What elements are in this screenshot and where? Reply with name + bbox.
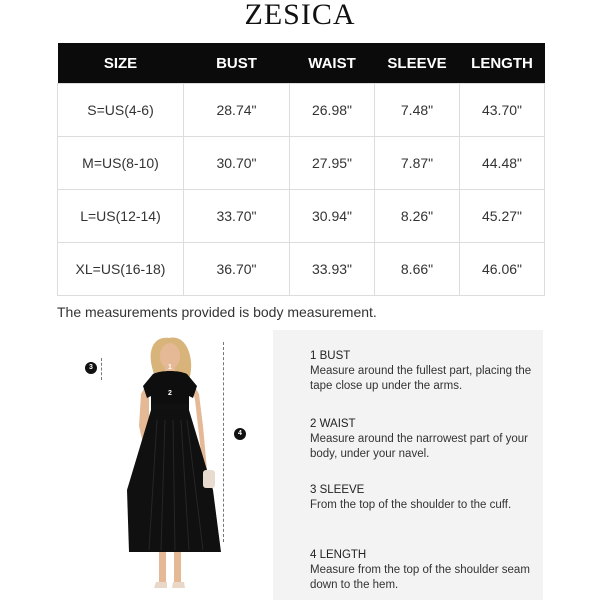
cell-length: 46.06" — [460, 243, 545, 296]
instruction-text: Measure around the fullest part, placing the tape close up under the arms. — [310, 365, 532, 392]
instruction-text: Measure from the top of the shoulder seam down to the hem. — [310, 564, 530, 591]
length-measure-line — [223, 342, 224, 542]
cell-bust: 30.70" — [184, 137, 290, 190]
instruction-title: 3 SLEEVE — [310, 484, 365, 496]
measurement-note: The measurements provided is body measurement. — [57, 304, 377, 320]
instruction-length — [310, 548, 535, 593]
cell-length: 43.70" — [460, 84, 545, 137]
bust-marker: 1 — [168, 364, 172, 371]
table-row — [58, 84, 545, 137]
cell-size: L=US(12-14) — [58, 190, 184, 243]
instruction-title: 1 BUST — [310, 350, 351, 362]
length-marker: 4 — [234, 428, 246, 440]
cell-waist: 33.93" — [290, 243, 375, 296]
model-photo-panel — [57, 330, 273, 600]
table-row — [58, 190, 545, 243]
header-sleeve: SLEEVE — [375, 43, 460, 84]
cell-sleeve: 8.26" — [375, 190, 460, 243]
cell-size: XL=US(16-18) — [58, 243, 184, 296]
cell-sleeve: 8.66" — [375, 243, 460, 296]
cell-bust: 36.70" — [184, 243, 290, 296]
cell-sleeve: 7.48" — [375, 84, 460, 137]
table-row — [58, 243, 545, 296]
header-size: SIZE — [58, 43, 184, 84]
brand-logo: ZESICA — [244, 0, 356, 31]
instruction-title: 4 LENGTH — [310, 549, 367, 561]
instruction-text: From the top of the shoulder to the cuff. — [310, 499, 512, 511]
instruction-bust — [310, 349, 535, 394]
cell-waist: 30.94" — [290, 190, 375, 243]
waist-marker: 2 — [168, 390, 172, 397]
cell-bust: 33.70" — [184, 190, 290, 243]
header-bust: BUST — [184, 43, 290, 84]
header-length: LENGTH — [460, 43, 545, 84]
instruction-text: Measure around the narrowest part of your body, under your navel. — [310, 433, 528, 460]
cell-waist: 26.98" — [290, 84, 375, 137]
instruction-title: 2 WAIST — [310, 418, 356, 430]
cell-length: 45.27" — [460, 190, 545, 243]
cell-size: S=US(4-6) — [58, 84, 184, 137]
sleeve-measure-line — [101, 358, 102, 380]
table-row — [58, 137, 545, 190]
cell-sleeve: 7.87" — [375, 137, 460, 190]
cell-bust: 28.74" — [184, 84, 290, 137]
size-chart-table — [57, 43, 545, 296]
cell-size: M=US(8-10) — [58, 137, 184, 190]
instruction-waist — [310, 417, 535, 462]
cell-length: 44.48" — [460, 137, 545, 190]
instruction-sleeve — [310, 483, 535, 513]
table-header-row — [58, 43, 545, 84]
header-waist: WAIST — [290, 43, 375, 84]
sleeve-marker: 3 — [85, 362, 97, 374]
cell-waist: 27.95" — [290, 137, 375, 190]
